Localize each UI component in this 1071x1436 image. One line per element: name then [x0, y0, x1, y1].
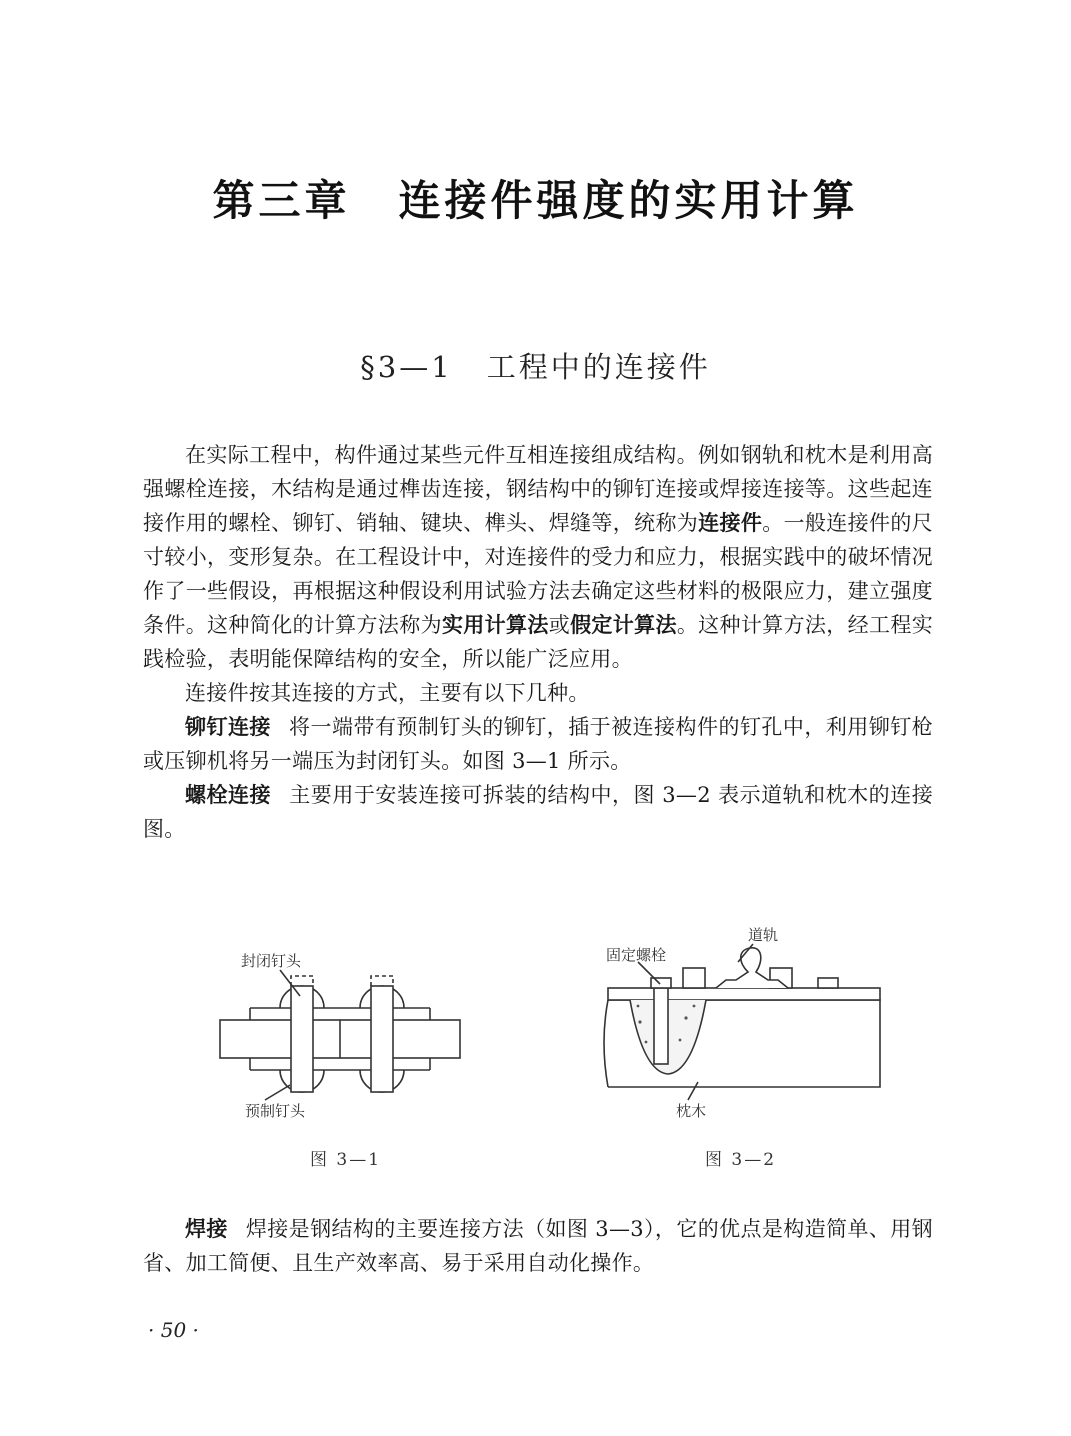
paragraph-intro: 在实际工程中，构件通过某些元件互相连接组成结构。例如钢轨和枕木是利用高强螺栓连接，木结构是通过榫齿连接，钢结构中的铆钉连接或焊接连接等。这些起连接作用的螺栓、铆钉、销轴、键块、榫头、焊缝等，统称为连接件。一般连接件的尺寸较小，变形复杂。在工程设计中，对连接件的受力和应力，根据实践中的破坏情况作了一些假设，再根据这种假设利用试验方法去确定这些材料的极限应力，建立强度条件。这种简化的计算方法称为实用计算法或假定计算法。这种计算方法，经工程实践检验，表明能保障结构的安全，所以能广泛应用。: [143, 443, 933, 671]
chapter-title: [0, 168, 1071, 228]
figure-rivet-joint: [205, 940, 475, 1130]
chapter-name: 连接件强度的实用计算: [398, 176, 859, 225]
label-fixing-bolt: 固定螺栓: [606, 946, 667, 964]
label-sleeper: 枕木: [676, 1102, 707, 1120]
weld-text: [143, 1212, 933, 1280]
paragraph-weld: 焊接 焊接是钢结构的主要连接方法（如图 3—3），它的优点是构造简单、用钢省、加工简便、且生产效率高、易于采用自动化操作。: [143, 1217, 933, 1275]
paragraph-types: 连接件按其连接的方式，主要有以下几种。: [185, 681, 590, 705]
label-rail: 道轨: [748, 926, 779, 944]
figure-2-caption: 图 3—2: [705, 1150, 777, 1170]
figure-rail-sleeper: [598, 922, 898, 1122]
section-number: §3—1: [360, 350, 453, 384]
page-number: · 50 ·: [148, 1318, 199, 1342]
label-closed-head: 封闭钉头: [241, 952, 302, 970]
term-rivet: 铆钉连接: [185, 715, 271, 739]
paragraph-bolt: 螺栓连接 主要用于安装连接可拆装的结构中，图 3—2 表示道轨和枕木的连接图。: [143, 783, 934, 841]
section-title: [0, 345, 1071, 386]
term-bolt: 螺栓连接: [185, 783, 272, 807]
main-text: [143, 438, 933, 846]
term-assumed-method: 假定计算法: [570, 613, 677, 637]
term-weld: 焊接: [185, 1217, 228, 1241]
section-name: 工程中的连接件: [486, 350, 711, 384]
figure-1-caption: 图 3—1: [310, 1150, 382, 1170]
term-practical-method: 实用计算法: [441, 613, 549, 637]
label-preformed-head: 预制钉头: [245, 1102, 306, 1120]
paragraph-rivet: 铆钉连接 将一端带有预制钉头的铆钉，插于被连接构件的钉孔中，利用铆钉枪或压铆机将另一端压为封闭钉头。如图 3—1 所示。: [143, 715, 934, 773]
chapter-number: 第三章: [212, 176, 351, 225]
term-connector: 连接件: [698, 511, 763, 535]
